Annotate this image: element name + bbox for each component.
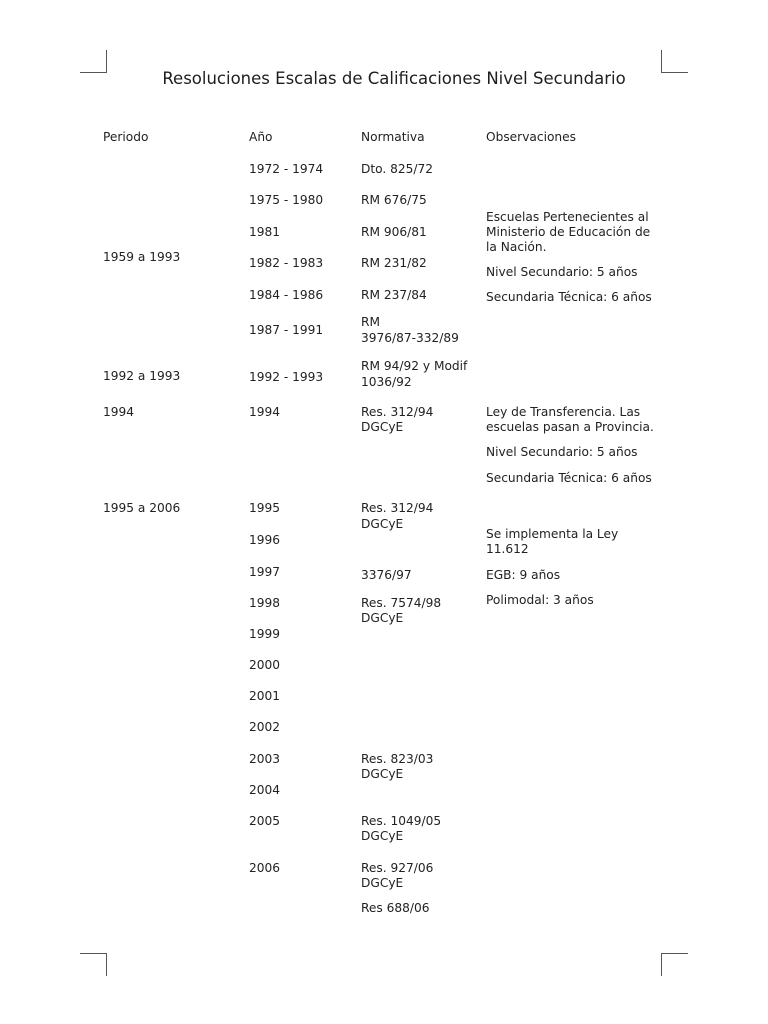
normativa-cell: Res. 823/03 [361,752,434,766]
anio-cell: 2004 [249,783,281,797]
periodo-cell: 1994 [103,405,135,419]
observacion-cell: Nivel Secundario: 5 años [486,445,638,459]
anio-cell: 2001 [249,689,281,703]
crop-mark-bottom-right [661,953,688,976]
anio-cell: 2002 [249,720,281,734]
normativa-cell-line2: DGCyE [361,876,404,890]
normativa-cell-line2: DGCyE [361,611,404,625]
anio-cell: 1995 [249,501,281,515]
normativa-cell: RM 676/75 [361,193,427,207]
anio-cell: 1982 - 1983 [249,256,324,270]
normativa-cell: Dto. 825/72 [361,162,434,176]
anio-cell: 1998 [249,596,281,610]
normativa-cell-line2: 1036/92 [361,375,412,389]
observacion-cell: Ley de Transferencia. Las [486,405,641,419]
anio-cell: 1972 - 1974 [249,162,324,176]
periodo-cell: 1995 a 2006 [103,501,181,515]
header-periodo: Periodo [103,130,149,144]
periodo-cell: 1959 a 1993 [103,250,181,264]
normativa-cell-line2: DGCyE [361,517,404,531]
anio-cell: 1997 [249,565,281,579]
normativa-cell: 3376/97 [361,568,412,582]
header-anio: Año [249,130,273,144]
anio-cell: 2005 [249,814,281,828]
anio-cell: 1975 - 1980 [249,193,324,207]
normativa-cell-line2: DGCyE [361,767,404,781]
normativa-cell: RM 237/84 [361,288,427,302]
observacion-cell: EGB: 9 años [486,568,561,582]
observacion-cell: Secundaria Técnica: 6 años [486,471,652,485]
observacion-cell-line2: escuelas pasan a Provincia. [486,420,654,434]
normativa-cell: Res. 7574/98 [361,596,442,610]
normativa-cell-line2: DGCyE [361,420,404,434]
periodo-cell: 1992 a 1993 [103,369,181,383]
anio-cell: 1999 [249,627,281,641]
observacion-cell-line3: la Nación. [486,240,547,254]
crop-mark-bottom-left [80,953,107,976]
observacion-cell: Escuelas Pertenecientes al [486,210,649,224]
normativa-cell: RM 906/81 [361,225,427,239]
observacion-cell-line2: 11.612 [486,542,529,556]
observacion-cell: Se implementa la Ley [486,527,619,541]
anio-cell: 1994 [249,405,281,419]
normativa-cell-line2: 3976/87-332/89 [361,331,459,345]
normativa-cell: Res 688/06 [361,901,430,915]
header-observaciones: Observaciones [486,130,576,144]
normativa-cell: RM 231/82 [361,256,427,270]
normativa-cell-line2: DGCyE [361,829,404,843]
anio-cell: 1992 - 1993 [249,370,324,384]
anio-cell: 1987 - 1991 [249,323,324,337]
page-title: Resoluciones Escalas de Calificaciones Nivel Secundario [162,69,626,88]
anio-cell: 1984 - 1986 [249,288,324,302]
anio-cell: 2006 [249,861,281,875]
observacion-cell: Polimodal: 3 años [486,593,594,607]
normativa-cell: RM [361,315,380,329]
observacion-cell: Nivel Secundario: 5 años [486,265,638,279]
anio-cell: 1981 [249,225,281,239]
normativa-cell: RM 94/92 y Modif [361,359,468,373]
observacion-cell: Secundaria Técnica: 6 años [486,290,652,304]
normativa-cell: Res. 1049/05 [361,814,442,828]
normativa-cell: Res. 312/94 [361,501,434,515]
observacion-cell-line2: Ministerio de Educación de [486,225,651,239]
anio-cell: 1996 [249,533,281,547]
anio-cell: 2003 [249,752,281,766]
normativa-cell: Res. 312/94 [361,405,434,419]
normativa-cell: Res. 927/06 [361,861,434,875]
anio-cell: 2000 [249,658,281,672]
header-normativa: Normativa [361,130,425,144]
